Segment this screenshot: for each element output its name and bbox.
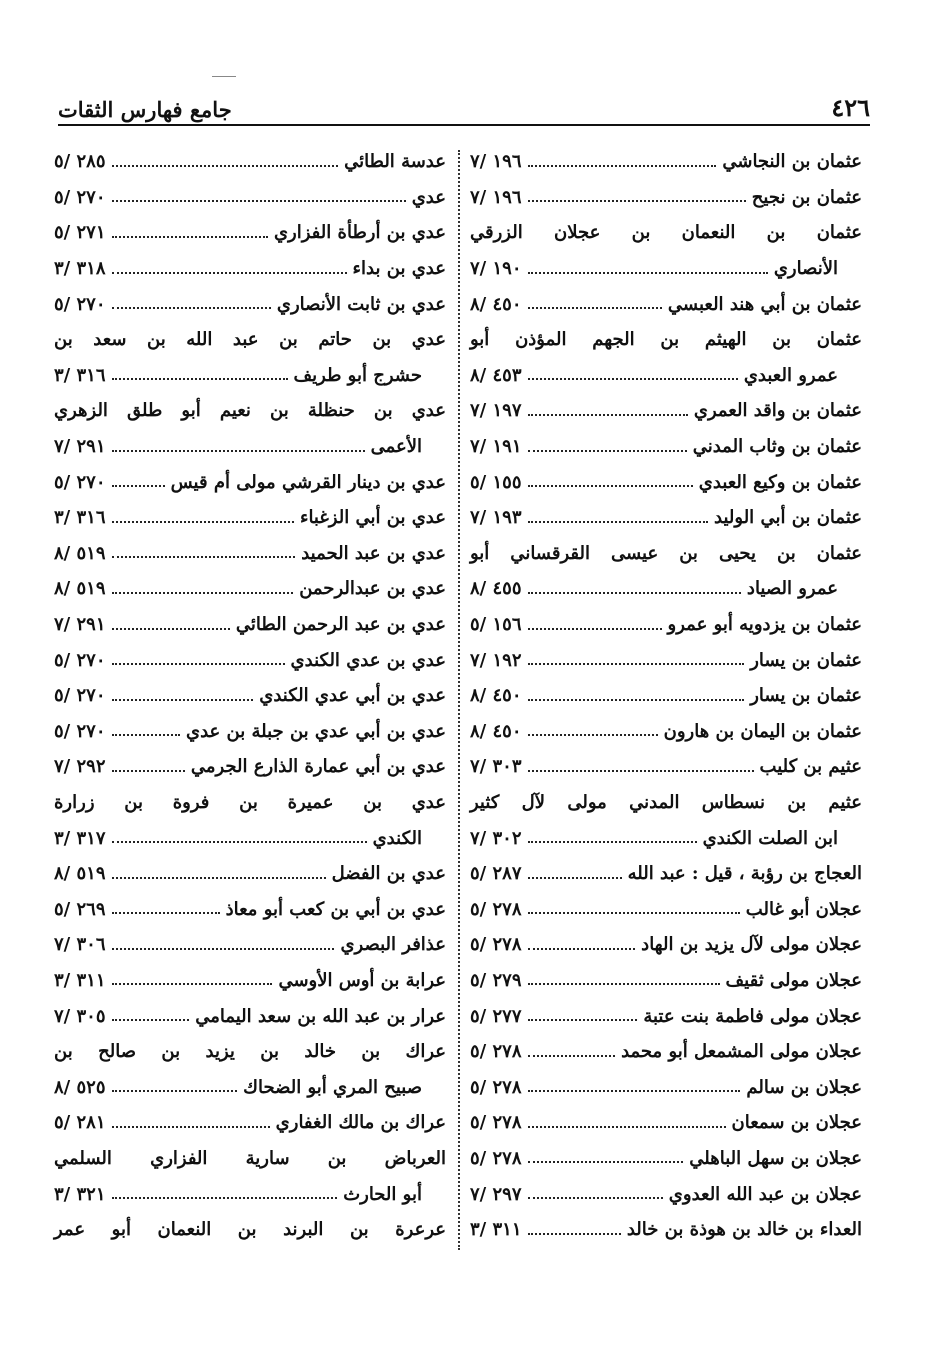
- entry-reference: ١٥٥ /٥: [470, 471, 522, 493]
- entry-reference: ٤٥٥ /٨: [470, 578, 522, 600]
- entry-name: عدي بن أبي عدي الكندي: [259, 685, 446, 707]
- column-divider: [458, 150, 460, 1250]
- running-title: جامع فهارس الثقات: [58, 97, 232, 122]
- leader-dots: [528, 307, 662, 309]
- entry-name: العرباض بن سارية الفزاري السلمي: [54, 1147, 446, 1169]
- leader-dots: [112, 734, 180, 736]
- index-entry: [470, 1069, 862, 1105]
- entry-reference: ٢٨٥ /٥: [54, 151, 106, 173]
- leader-dots: [112, 521, 294, 523]
- index-entry: [54, 963, 446, 999]
- entry-name: ابن الصلت الكندي: [702, 827, 838, 849]
- entry-name: عثمان بن وكيع العبدي: [698, 471, 862, 493]
- entry-reference: ٣٠٢ /٧: [470, 827, 522, 849]
- entry-reference: ٢٧٨ /٥: [470, 1147, 522, 1169]
- entry-name: عجلان بن سمعان: [731, 1112, 862, 1134]
- leader-dots: [112, 948, 335, 950]
- entry-name: صبيح المري أبو الضحاك: [243, 1076, 422, 1098]
- index-entry: [54, 286, 446, 322]
- entry-reference: ٣١١ /٣: [470, 1219, 522, 1241]
- index-entry: [470, 251, 862, 287]
- entry-reference: ٢٨١ /٥: [54, 1112, 106, 1134]
- index-entry: [470, 785, 862, 821]
- leader-dots: [528, 1055, 616, 1057]
- entry-name: العداء بن خالد بن هوذة بن خالد: [626, 1219, 862, 1241]
- entry-name: العجاج بن رؤبة ، قيل : عبد الله: [627, 863, 862, 885]
- entry-reference: ٥١٩ /٨: [54, 542, 106, 564]
- index-entry: [54, 642, 446, 678]
- index-entry: [470, 571, 862, 607]
- entry-name: عثمان بن نجيح: [751, 186, 862, 208]
- entry-reference: ٢٩٢ /٧: [54, 756, 106, 778]
- leader-dots: [112, 236, 268, 238]
- index-entry: [54, 607, 446, 643]
- entry-reference: ٢٧٨ /٥: [470, 934, 522, 956]
- entry-reference: ٤٥٠ /٨: [470, 720, 522, 742]
- entry-name: عدي بن عبد الحميد: [301, 542, 446, 564]
- entry-name: عدي بن عبدالرحمن: [299, 578, 446, 600]
- entry-name: عجلان بن سهل الباهلي: [689, 1147, 862, 1169]
- leader-dots: [112, 628, 230, 630]
- entry-reference: ٤٥٠ /٨: [470, 685, 522, 707]
- index-entry: [54, 749, 446, 785]
- index-entry: [54, 500, 446, 536]
- index-entry: [54, 1034, 446, 1070]
- entry-reference: ٢٧٠ /٥: [54, 685, 106, 707]
- entry-reference: ٣٠٣ /٧: [470, 756, 522, 778]
- entry-reference: ٢٧٠ /٥: [54, 293, 106, 315]
- entry-name: عرابة بن أوس الأوسي: [278, 969, 446, 991]
- leader-dots: [112, 556, 296, 558]
- leader-dots: [528, 877, 622, 879]
- index-entry: [470, 891, 862, 927]
- entry-name: عثمان بن أبي هند العبسي: [667, 293, 862, 315]
- leader-dots: [112, 1197, 338, 1199]
- index-entry: [470, 642, 862, 678]
- leader-dots: [112, 272, 347, 274]
- leader-dots: [528, 378, 738, 380]
- leader-dots: [528, 1197, 663, 1199]
- entry-reference: ٣١٦ /٣: [54, 364, 106, 386]
- entry-name: عدي بن أبي عمارة الذارع الجرمي: [190, 756, 446, 778]
- leader-dots: [112, 1090, 238, 1092]
- entry-name: عدي بن ثابت الأنصاري: [276, 293, 446, 315]
- index-entry: [54, 820, 446, 856]
- entry-reference: ٢٧١ /٥: [54, 222, 106, 244]
- entry-name: الكندي: [372, 827, 422, 849]
- entry-name: عدي بن أرطأة الفزاري: [273, 222, 446, 244]
- leader-dots: [528, 1019, 638, 1021]
- entry-reference: ٢٧٨ /٥: [470, 1041, 522, 1063]
- index-entry: [470, 286, 862, 322]
- entry-name: عرعرة بن البرند بن النعمان أبو عمر: [54, 1219, 446, 1241]
- index-entry: [54, 251, 446, 287]
- index-entry: [54, 714, 446, 750]
- leader-dots: [112, 307, 271, 309]
- entry-reference: ٣٢١ /٣: [54, 1183, 106, 1205]
- leader-dots: [112, 1019, 190, 1021]
- entry-name: عذافر البصري: [340, 934, 446, 956]
- entry-reference: ٥١٩ /٨: [54, 863, 106, 885]
- entry-reference: ٤٥٠ /٨: [470, 293, 522, 315]
- entry-name: عمرو الصياد: [746, 578, 838, 600]
- index-entry: [470, 1212, 862, 1248]
- entry-name: عجلان أبو غالب: [745, 898, 862, 920]
- entry-name: عدي بن عدي الكندي: [290, 649, 446, 671]
- index-entry: [470, 536, 862, 572]
- leader-dots: [112, 450, 365, 452]
- index-entry: [54, 180, 446, 216]
- index-entry: [470, 963, 862, 999]
- leader-dots: [528, 770, 754, 772]
- index-entry: [54, 571, 446, 607]
- leader-dots: [528, 1161, 684, 1163]
- entry-reference: ٢٧٩ /٥: [470, 969, 522, 991]
- index-entry: [54, 1069, 446, 1105]
- entry-reference: ٢٦٩ /٥: [54, 898, 106, 920]
- index-entry: [54, 785, 446, 821]
- leader-dots: [528, 521, 709, 523]
- entry-name: عثيم بن نسطاس المدني مولى لآل كثير: [470, 791, 862, 813]
- entry-name: عدسة الطائي: [344, 151, 446, 173]
- entry-reference: ٢٧٠ /٥: [54, 471, 106, 493]
- entry-name: عدي بن بداء: [352, 258, 446, 280]
- leader-dots: [528, 841, 697, 843]
- leader-dots: [112, 378, 288, 380]
- index-entry: [470, 856, 862, 892]
- entry-name: عدي بن حاتم بن عبد الله بن سعد بن: [54, 329, 446, 351]
- entry-reference: ١٩٦ /٧: [470, 151, 522, 173]
- leader-dots: [528, 592, 741, 594]
- entry-reference: ٢٧٨ /٥: [470, 1076, 522, 1098]
- entry-reference: ٥٢٥ /٨: [54, 1076, 106, 1098]
- index-entry: [54, 358, 446, 394]
- leader-dots: [528, 165, 717, 167]
- entry-reference: ٥١٩ /٨: [54, 578, 106, 600]
- entry-name: عجلان مولى لآل يزيد بن الهاد: [641, 934, 862, 956]
- entry-name: عدي بن الفضل: [331, 863, 446, 885]
- leader-dots: [112, 663, 285, 665]
- leader-dots: [528, 734, 658, 736]
- index-entry: [470, 1141, 862, 1177]
- entry-name: الأنصاري: [773, 258, 838, 280]
- entry-reference: ١٩٠ /٧: [470, 258, 522, 280]
- entry-name: عدي بن أبي عدي بن جبلة بن عدي: [185, 720, 446, 742]
- page-number: ٤٢٦: [831, 93, 870, 122]
- entry-reference: ٤٥٣ /٨: [470, 364, 522, 386]
- entry-name: عثمان بن النجاشي: [722, 151, 862, 173]
- leader-dots: [112, 1126, 270, 1128]
- index-entry: [470, 393, 862, 429]
- index-entry: [470, 927, 862, 963]
- leader-dots: [528, 699, 745, 701]
- leader-dots: [112, 983, 273, 985]
- leader-dots: [112, 770, 185, 772]
- index-entry: [470, 215, 862, 251]
- entry-name: عدي بن عبد الرحمن الطائي: [235, 614, 446, 636]
- leader-dots: [112, 912, 220, 914]
- entry-reference: ٢٧٠ /٥: [54, 720, 106, 742]
- index-entry: [470, 714, 862, 750]
- leader-dots: [528, 272, 768, 274]
- entry-name: عدي بن أبي بن كعب أبو معاذ: [225, 898, 446, 920]
- index-entry: [470, 678, 862, 714]
- leader-dots: [528, 200, 746, 202]
- entry-reference: ١٥٦ /٥: [470, 614, 522, 636]
- entry-reference: ٢٧٨ /٥: [470, 1112, 522, 1134]
- entry-name: عثمان بن يسار: [750, 685, 862, 707]
- leader-dots: [112, 165, 339, 167]
- index-entry: [470, 358, 862, 394]
- entry-name: عدي بن عميرة بن فروة بن زرارة: [54, 791, 446, 813]
- leader-dots: [528, 485, 693, 487]
- entry-name: عجلان مولى المشمعل أبو محمد: [621, 1041, 862, 1063]
- leader-dots: [112, 699, 254, 701]
- index-entry: [54, 1141, 446, 1177]
- entry-name: عجلان بن عبد الله العدوي: [668, 1183, 862, 1205]
- index-entry: [54, 144, 446, 180]
- entry-reference: ٢٩٧ /٧: [470, 1183, 522, 1205]
- index-entry: [54, 1176, 446, 1212]
- index-entry: [470, 749, 862, 785]
- leader-dots: [528, 663, 745, 665]
- index-entry: [54, 891, 446, 927]
- leader-dots: [528, 628, 662, 630]
- leader-dots: [528, 912, 740, 914]
- entry-name: عثمان بن يسار: [750, 649, 862, 671]
- entry-name: عمرو العبدي: [743, 364, 838, 386]
- leader-dots: [528, 414, 688, 416]
- entry-reference: ٢٧٨ /٥: [470, 898, 522, 920]
- entry-name: عدي: [411, 186, 446, 208]
- entry-name: عثمان بن واقد العمري: [693, 400, 862, 422]
- entry-reference: ١٩٣ /٧: [470, 507, 522, 529]
- entry-reference: ١٩٦ /٧: [470, 186, 522, 208]
- index-entry: [470, 144, 862, 180]
- entry-name: عجلان مولى فاطمة بنت عتبة: [643, 1005, 862, 1027]
- leader-dots: [528, 1126, 726, 1128]
- entry-name: الأعمى: [370, 436, 422, 458]
- entry-reference: ٢٧٠ /٥: [54, 649, 106, 671]
- leader-dots: [112, 592, 294, 594]
- index-entry: [470, 998, 862, 1034]
- index-entry: [470, 429, 862, 465]
- index-entry: [470, 1105, 862, 1141]
- index-entry: [54, 678, 446, 714]
- leader-dots: [112, 485, 165, 487]
- index-entry: [470, 464, 862, 500]
- entry-reference: ٢٩١ /٧: [54, 436, 106, 458]
- entry-reference: ٣١٨ /٣: [54, 258, 106, 280]
- entry-name: عجلان بن سالم: [746, 1076, 862, 1098]
- entry-name: عجلان مولى ثقيف: [725, 969, 862, 991]
- index-entry: [470, 1176, 862, 1212]
- index-entry: [470, 180, 862, 216]
- entry-name: عراك بن مالك الغفاري: [275, 1112, 446, 1134]
- index-entry: [470, 322, 862, 358]
- leader-dots: [528, 450, 687, 452]
- index-entry: [54, 1105, 446, 1141]
- entry-name: عثمان بن يحيى بن عيسى القرقساني أبو: [470, 542, 862, 564]
- entry-reference: ٣٠٥ /٧: [54, 1005, 106, 1027]
- entry-name: عثمان بن وثاب المدني: [692, 436, 862, 458]
- index-column-right: [470, 144, 862, 1247]
- entry-name: عثيم بن كليب: [759, 756, 862, 778]
- entry-reference: ٣١٧ /٣: [54, 827, 106, 849]
- index-entry: [54, 215, 446, 251]
- entry-reference: ٢٩١ /٧: [54, 614, 106, 636]
- entry-name: عثمان بن اليمان بن هارون: [663, 720, 862, 742]
- entry-reference: ١٩٢ /٧: [470, 649, 522, 671]
- entry-name: أبو الحارث: [343, 1183, 422, 1205]
- index-entry: [54, 998, 446, 1034]
- leader-dots: [528, 983, 720, 985]
- entry-reference: ٢٧٧ /٥: [470, 1005, 522, 1027]
- entry-name: عثمان بن النعمان بن عجلان الزرقي: [470, 222, 862, 244]
- entry-name: عثمان بن أبي الوليد: [714, 507, 862, 529]
- top-mark: [212, 76, 236, 77]
- entry-reference: ٣١١ /٣: [54, 969, 106, 991]
- entry-name: عثمان بن يزدويه أبو عمرو: [667, 614, 862, 636]
- index-entry: [54, 536, 446, 572]
- entry-reference: ٢٧٠ /٥: [54, 186, 106, 208]
- entry-reference: ١٩١ /٧: [470, 436, 522, 458]
- entry-name: عثمان بن الهيثم بن الجهم المؤذن أبو: [470, 329, 862, 351]
- entry-reference: ٢٨٧ /٥: [470, 863, 522, 885]
- index-entry: [54, 393, 446, 429]
- index-entry: [54, 1212, 446, 1248]
- leader-dots: [528, 1090, 741, 1092]
- leader-dots: [528, 948, 636, 950]
- index-entry: [54, 322, 446, 358]
- leader-dots: [112, 200, 406, 202]
- leader-dots: [112, 841, 367, 843]
- index-entry: [470, 1034, 862, 1070]
- entry-reference: ٣٠٦ /٧: [54, 934, 106, 956]
- entry-reference: ١٩٧ /٧: [470, 400, 522, 422]
- index-entry: [470, 820, 862, 856]
- index-entry: [54, 429, 446, 465]
- index-column-left: [54, 144, 446, 1247]
- entry-name: عراك بن خالد بن يزيد بن صالح بن: [54, 1041, 446, 1063]
- index-entry: [54, 856, 446, 892]
- page-header: [58, 86, 870, 126]
- entry-reference: ٣١٦ /٣: [54, 507, 106, 529]
- entry-name: عدي بن دينار القرشي مولى أم قيس: [170, 471, 446, 493]
- index-entry: [470, 500, 862, 536]
- index-entry: [54, 464, 446, 500]
- entry-name: عدي بن حنظلة بن نعيم أبو طلق الزهري: [54, 400, 446, 422]
- index-entry: [54, 927, 446, 963]
- index-entry: [470, 607, 862, 643]
- leader-dots: [528, 1233, 621, 1235]
- leader-dots: [112, 877, 326, 879]
- entry-name: عدي بن أبي الزغباء: [299, 507, 446, 529]
- entry-name: حشرج أبو طريف: [293, 364, 422, 386]
- entry-name: عرار بن عبد الله بن سعد اليمامي: [195, 1005, 446, 1027]
